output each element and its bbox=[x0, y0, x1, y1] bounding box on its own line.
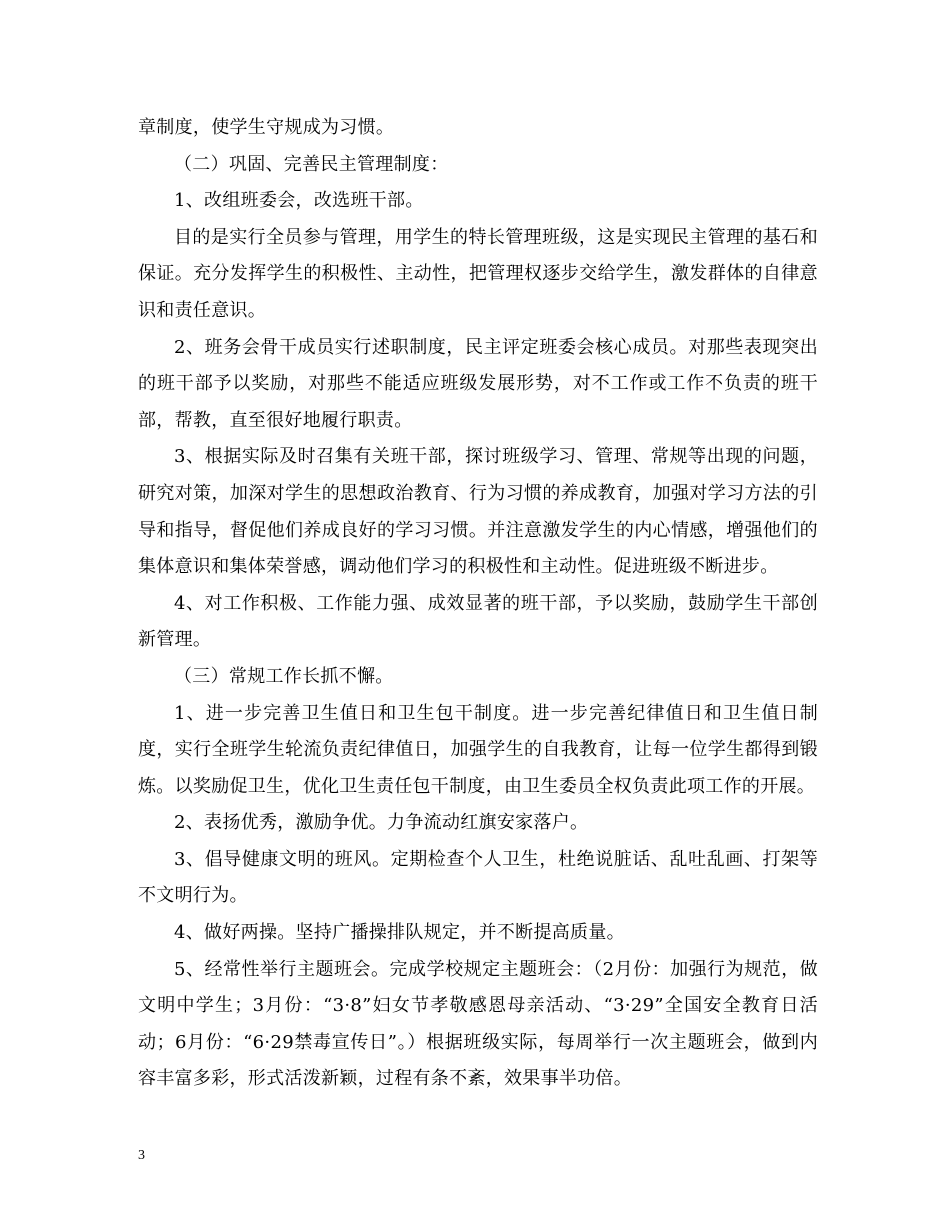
paragraph-2-2: 2、班务会骨干成员实行述职制度，民主评定班委会核心成员。对那些表现突出的班干部予以奖励，对那些不能适应班级发展形势，对不工作或工作不负责的班干部，帮教，直至很好地履行职责。 bbox=[138, 336, 818, 431]
paragraph-2-1-title: 1、改组班委会，改选班干部。 bbox=[174, 190, 424, 212]
paragraph-2-3: 3、根据实际及时召集有关班干部，探讨班级学习、管理、常规等出现的问题，研究对策，加深对学生的思想政治教育、行为习惯的养成教育，加强对学习方法的引导和指导，督促他们养成良好的学习习惯。并注意激发学生的内心情感，增强他们的集体意识和集体荣誉感，调动他们学习的积极性和主动性。促进班级不断进步。 bbox=[138, 446, 818, 578]
paragraph-3-4: 4、做好两操。坚持广播操排队规定，并不断提高质量。 bbox=[174, 922, 625, 944]
paragraph-2-1-body: 目的是实行全员参与管理，用学生的特长管理班级，这是实现民主管理的基石和保证。充分发挥学生的积极性、主动性，把管理权逐步交给学生，激发群体的自律意识和责任意识。 bbox=[138, 226, 818, 321]
paragraph-3-5: 5、经常性举行主题班会。完成学校规定主题班会：（2月份：加强行为规范，做文明中学生；3月份：“3·8”妇女节孝敬感恩母亲活动、“3·29”全国安全教育日活动；6月份：“6·29禁毒宣传日”。）根据班级实际，每周举行一次主题班会，做到内容丰富多彩，形式活泼新颖，过程有条不紊，效果事半功倍。 bbox=[138, 958, 818, 1090]
paragraph-3-1: 1、进一步完善卫生值日和卫生包干制度。进一步完善纪律值日和卫生值日制度，实行全班学生轮流负责纪律值日，加强学生的自我教育，让每一位学生都得到锻炼。以奖励促卫生，优化卫生责任包干制度，由卫生委员全权负责此项工作的开展。 bbox=[138, 702, 818, 797]
document-body bbox=[138, 110, 818, 1098]
paragraph-continuation: 章制度，使学生守规成为习惯。 bbox=[138, 117, 395, 138]
paragraph-2-4: 4、对工作积极、工作能力强、成效显著的班干部，予以奖励，鼓励学生干部创新管理。 bbox=[138, 592, 818, 651]
paragraph-3-2: 2、表扬优秀，激励争优。力争流动红旗安家落户。 bbox=[174, 812, 589, 834]
page-number: 3 bbox=[138, 1148, 145, 1163]
paragraph-3-3: 3、倡导健康文明的班风。定期检查个人卫生，杜绝说脏话、乱吐乱画、打架等不文明行为。 bbox=[138, 848, 818, 907]
section-heading-2: （二）巩固、完善民主管理制度： bbox=[174, 153, 449, 175]
section-heading-3: （三）常规工作长抓不懈。 bbox=[174, 665, 394, 687]
